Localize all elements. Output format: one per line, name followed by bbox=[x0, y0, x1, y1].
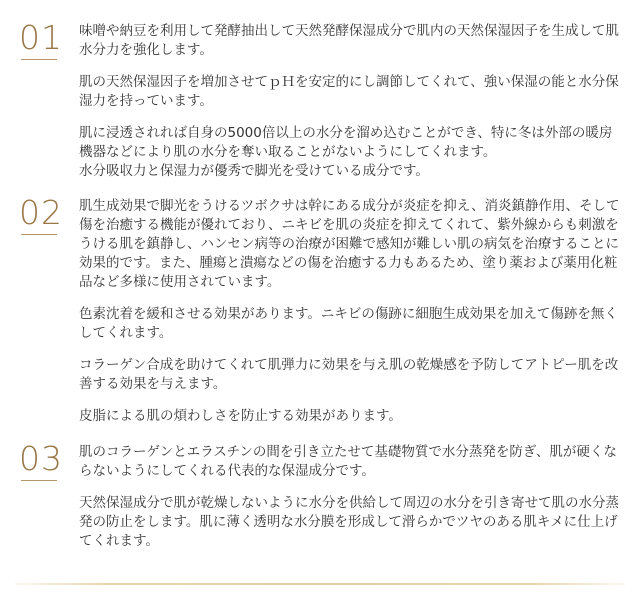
section-number: 03 bbox=[19, 439, 63, 478]
paragraph: 味噌や納豆を利用して発酵抽出して天然発酵保湿成分で肌内の天然保湿因子を生成して肌水分力を強化します。 bbox=[79, 23, 619, 58]
section-content bbox=[79, 443, 621, 564]
section-number: 01 bbox=[19, 18, 63, 57]
section-content bbox=[79, 197, 621, 439]
paragraph: コラーゲン合成を助けてくれて肌弾力に効果を与え肌の乾燥感を予防してアトピー肌を改善する効果を与えます。 bbox=[79, 357, 619, 392]
paragraph: 肌生成効果で脚光をうけるツボクサは幹にある成分が炎症を抑え、消炎鎮静作用、そして傷を治癒する機能が優れており、ニキビを肌の炎症を抑えてくれて、紫外線からも刺激をうける肌を鎮静し、ハンセン病等の治療が困難で感知が難しい肌の病気を治療することに効果的です。また、腫瘍と潰瘍などの傷を治癒する力もあるため、塗り薬および薬用化粧品など多様に使用されています。 bbox=[79, 198, 620, 290]
bottom-divider bbox=[15, 583, 625, 585]
paragraph: 水分吸収力と保湿力が優秀で脚光を受けている成分です。 bbox=[79, 163, 429, 179]
paragraph: 肌に浸透されれば自身の5000倍以上の水分を溜め込むことができ、特に冬は外部の暖房機器などにより肌の水分を奪い取ることがないようにしてくれます。 bbox=[79, 125, 613, 160]
paragraph: 肌の天然保湿因子を増加させてｐＨを安定的にし調節してくれて、強い保湿の能と水分保湿力を持っています。 bbox=[79, 74, 619, 109]
number-underline bbox=[21, 59, 57, 60]
paragraph: 色素沈着を緩和させる効果があります。ニキビの傷跡に細胞生成効果を加えて傷跡を無くしてくれます。 bbox=[79, 306, 618, 341]
number-underline bbox=[21, 234, 57, 235]
section-number: 02 bbox=[19, 193, 63, 232]
paragraph: 皮脂による肌の煩わしさを防止する効果があります。 bbox=[79, 408, 402, 424]
section-content bbox=[79, 22, 621, 194]
paragraph: 天然保湿成分で肌が乾燥しないように水分を供給して周辺の水分を引き寄せて肌の水分蒸発の防止をします。肌に薄く透明な水分膜を形成して滑らかでツヤのある肌キメに仕上げてくれます。 bbox=[79, 495, 619, 549]
number-underline bbox=[21, 480, 57, 481]
paragraph: 肌のコラーゲンとエラスチンの間を引き立たせて基礎物質で水分蒸発を防ぎ、肌が硬くならないようにしてくれる代表的な保湿成分です。 bbox=[79, 444, 617, 479]
